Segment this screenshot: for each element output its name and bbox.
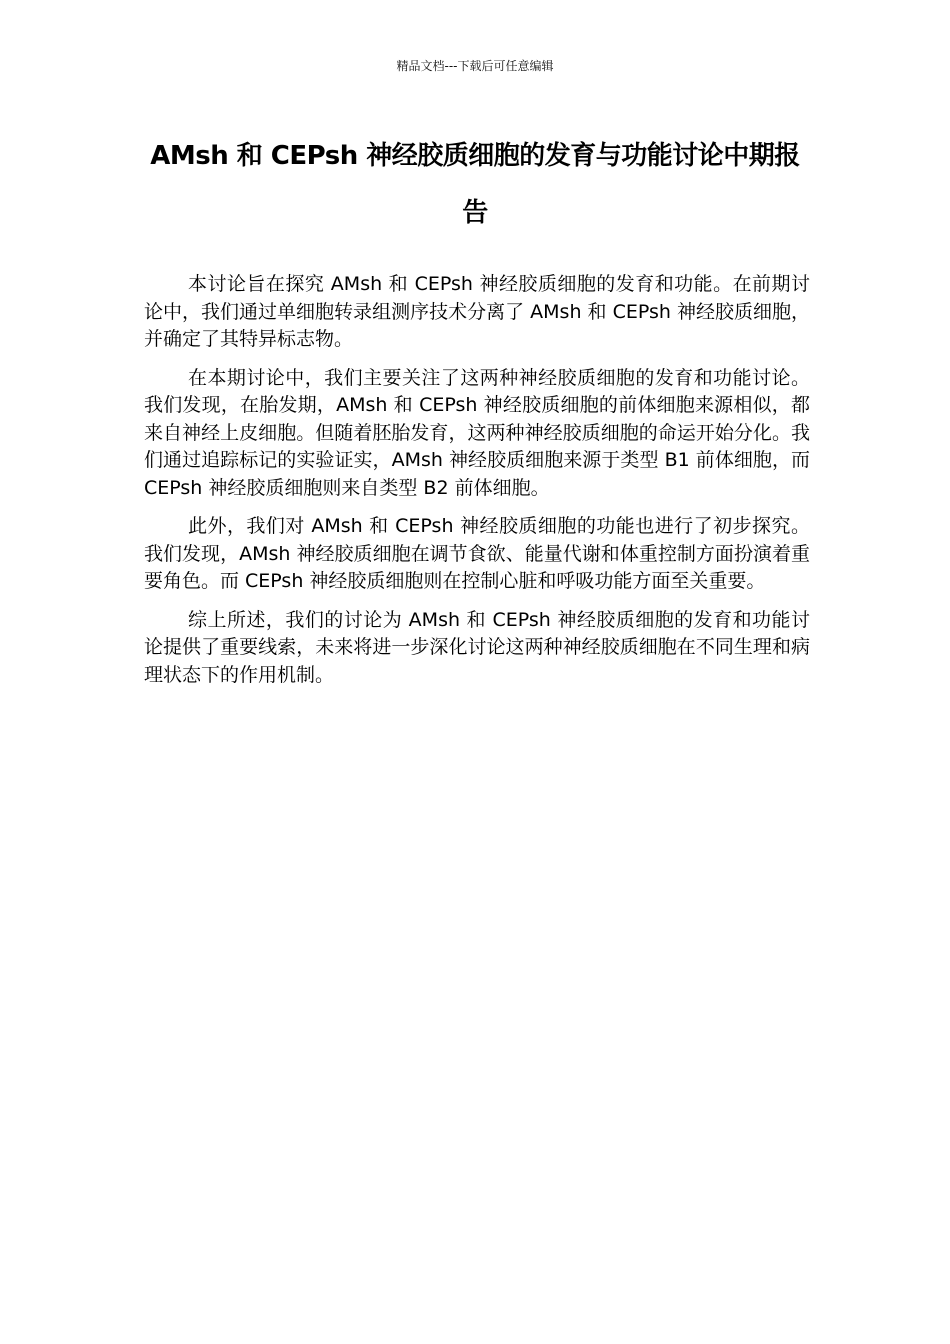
document-title: AMsh 和 CEPsh 神经胶质细胞的发育与功能讨论中期报告 — [150, 141, 800, 228]
paragraph-development: 在本期讨论中，我们主要关注了这两种神经胶质细胞的发育和功能讨论。我们发现，在胎发期，AMsh 和 CEPsh 神经胶质细胞的前体细胞来源相似，都来自神经上皮细胞。但随着胚胎发育，这两种神经胶质细胞的命运开始分化。我们通过追踪标记的实验证实，AMsh 神经胶质细胞来源于类型 B1 前体细胞，而 CEPsh 神经胶质细胞则来自类型 B2 前体细胞。 — [144, 366, 810, 499]
header-note: 精品文档---下载后可任意编辑 — [396, 59, 554, 73]
document-body — [144, 271, 810, 700]
paragraph-summary: 综上所述，我们的讨论为 AMsh 和 CEPsh 神经胶质细胞的发育和功能讨论提供了重要线索，未来将进一步深化讨论这两种神经胶质细胞在不同生理和病理状态下的作用机制。 — [144, 608, 810, 686]
paragraph-intro: 本讨论旨在探究 AMsh 和 CEPsh 神经胶质细胞的发育和功能。在前期讨论中，我们通过单细胞转录组测序技术分离了 AMsh 和 CEPsh 神经胶质细胞，并确定了其特异标志物。 — [144, 273, 810, 350]
paragraph-function: 此外，我们对 AMsh 和 CEPsh 神经胶质细胞的功能也进行了初步探究。我们发现，AMsh 神经胶质细胞在调节食欲、能量代谢和体重控制方面扮演着重要角色。而 CEPsh 神经胶质细胞则在控制心脏和呼吸功能方面至关重要。 — [144, 515, 810, 592]
